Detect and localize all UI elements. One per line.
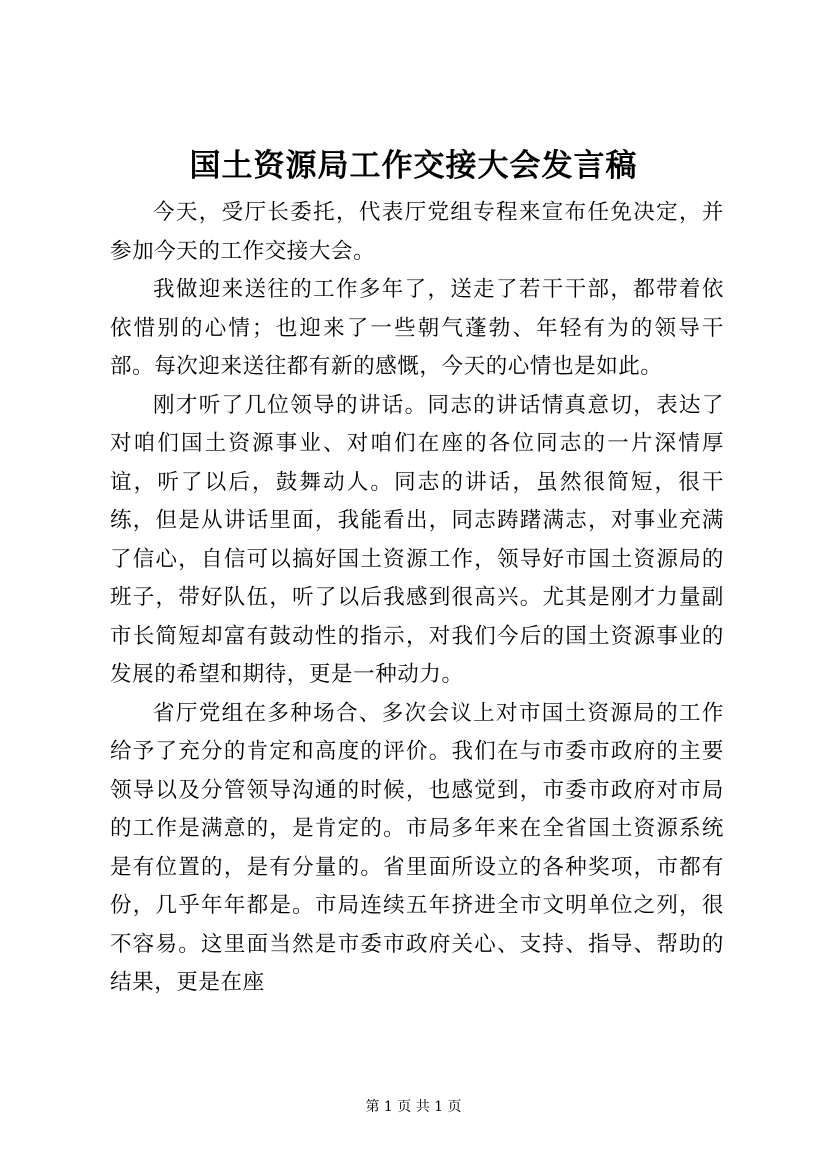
- document-body: [110, 194, 724, 1003]
- paragraph: 今天，受厅长委托，代表厅党组专程来宣布任免决定，并参加今天的工作交接大会。: [110, 200, 724, 264]
- paragraph: 刚才听了几位领导的讲话。同志的讲话情真意切，表达了对咱们国土资源事业、对咱们在座的各位同志的一片深情厚谊，听了以后，鼓舞动人。同志的讲话，虽然很简短，很干练，但是从讲话里面，我能看出，同志踌躇满志，对事业充满了信心，自信可以搞好国土资源工作，领导好市国土资源局的班子，带好队伍，听了以后我感到很高兴。尤其是刚才力量副市长简短却富有鼓动性的指示，对我们今后的国土资源事业的发展的希望和期待，更是一种动力。: [110, 392, 724, 687]
- page-footer: 第 1 页 共 1 页: [365, 1099, 462, 1115]
- paragraph: 我做迎来送往的工作多年了，送走了若干干部，都带着依依惜别的心情；也迎来了一些朝气蓬勃、年轻有为的领导干部。每次迎来送往都有新的感慨，今天的心情也是如此。: [110, 277, 724, 379]
- document-title: 国土资源局工作交接大会发言稿: [189, 148, 638, 184]
- paragraph: 省厅党组在多种场合、多次会议上对市国土资源局的工作给予了充分的肯定和高度的评价。我们在与市委市政府的主要领导以及分管领导沟通的时候，也感觉到，市委市政府对市局的工作是满意的，是肯定的。市局多年来在全省国土资源系统是有位置的，是有分量的。省里面所设立的各种奖项，市都有份，几乎年年都是。市局连续五年挤进全市文明单位之列，很不容易。这里面当然是市委市政府关心、支持、指导、帮助的结果，更是在座: [110, 700, 724, 995]
